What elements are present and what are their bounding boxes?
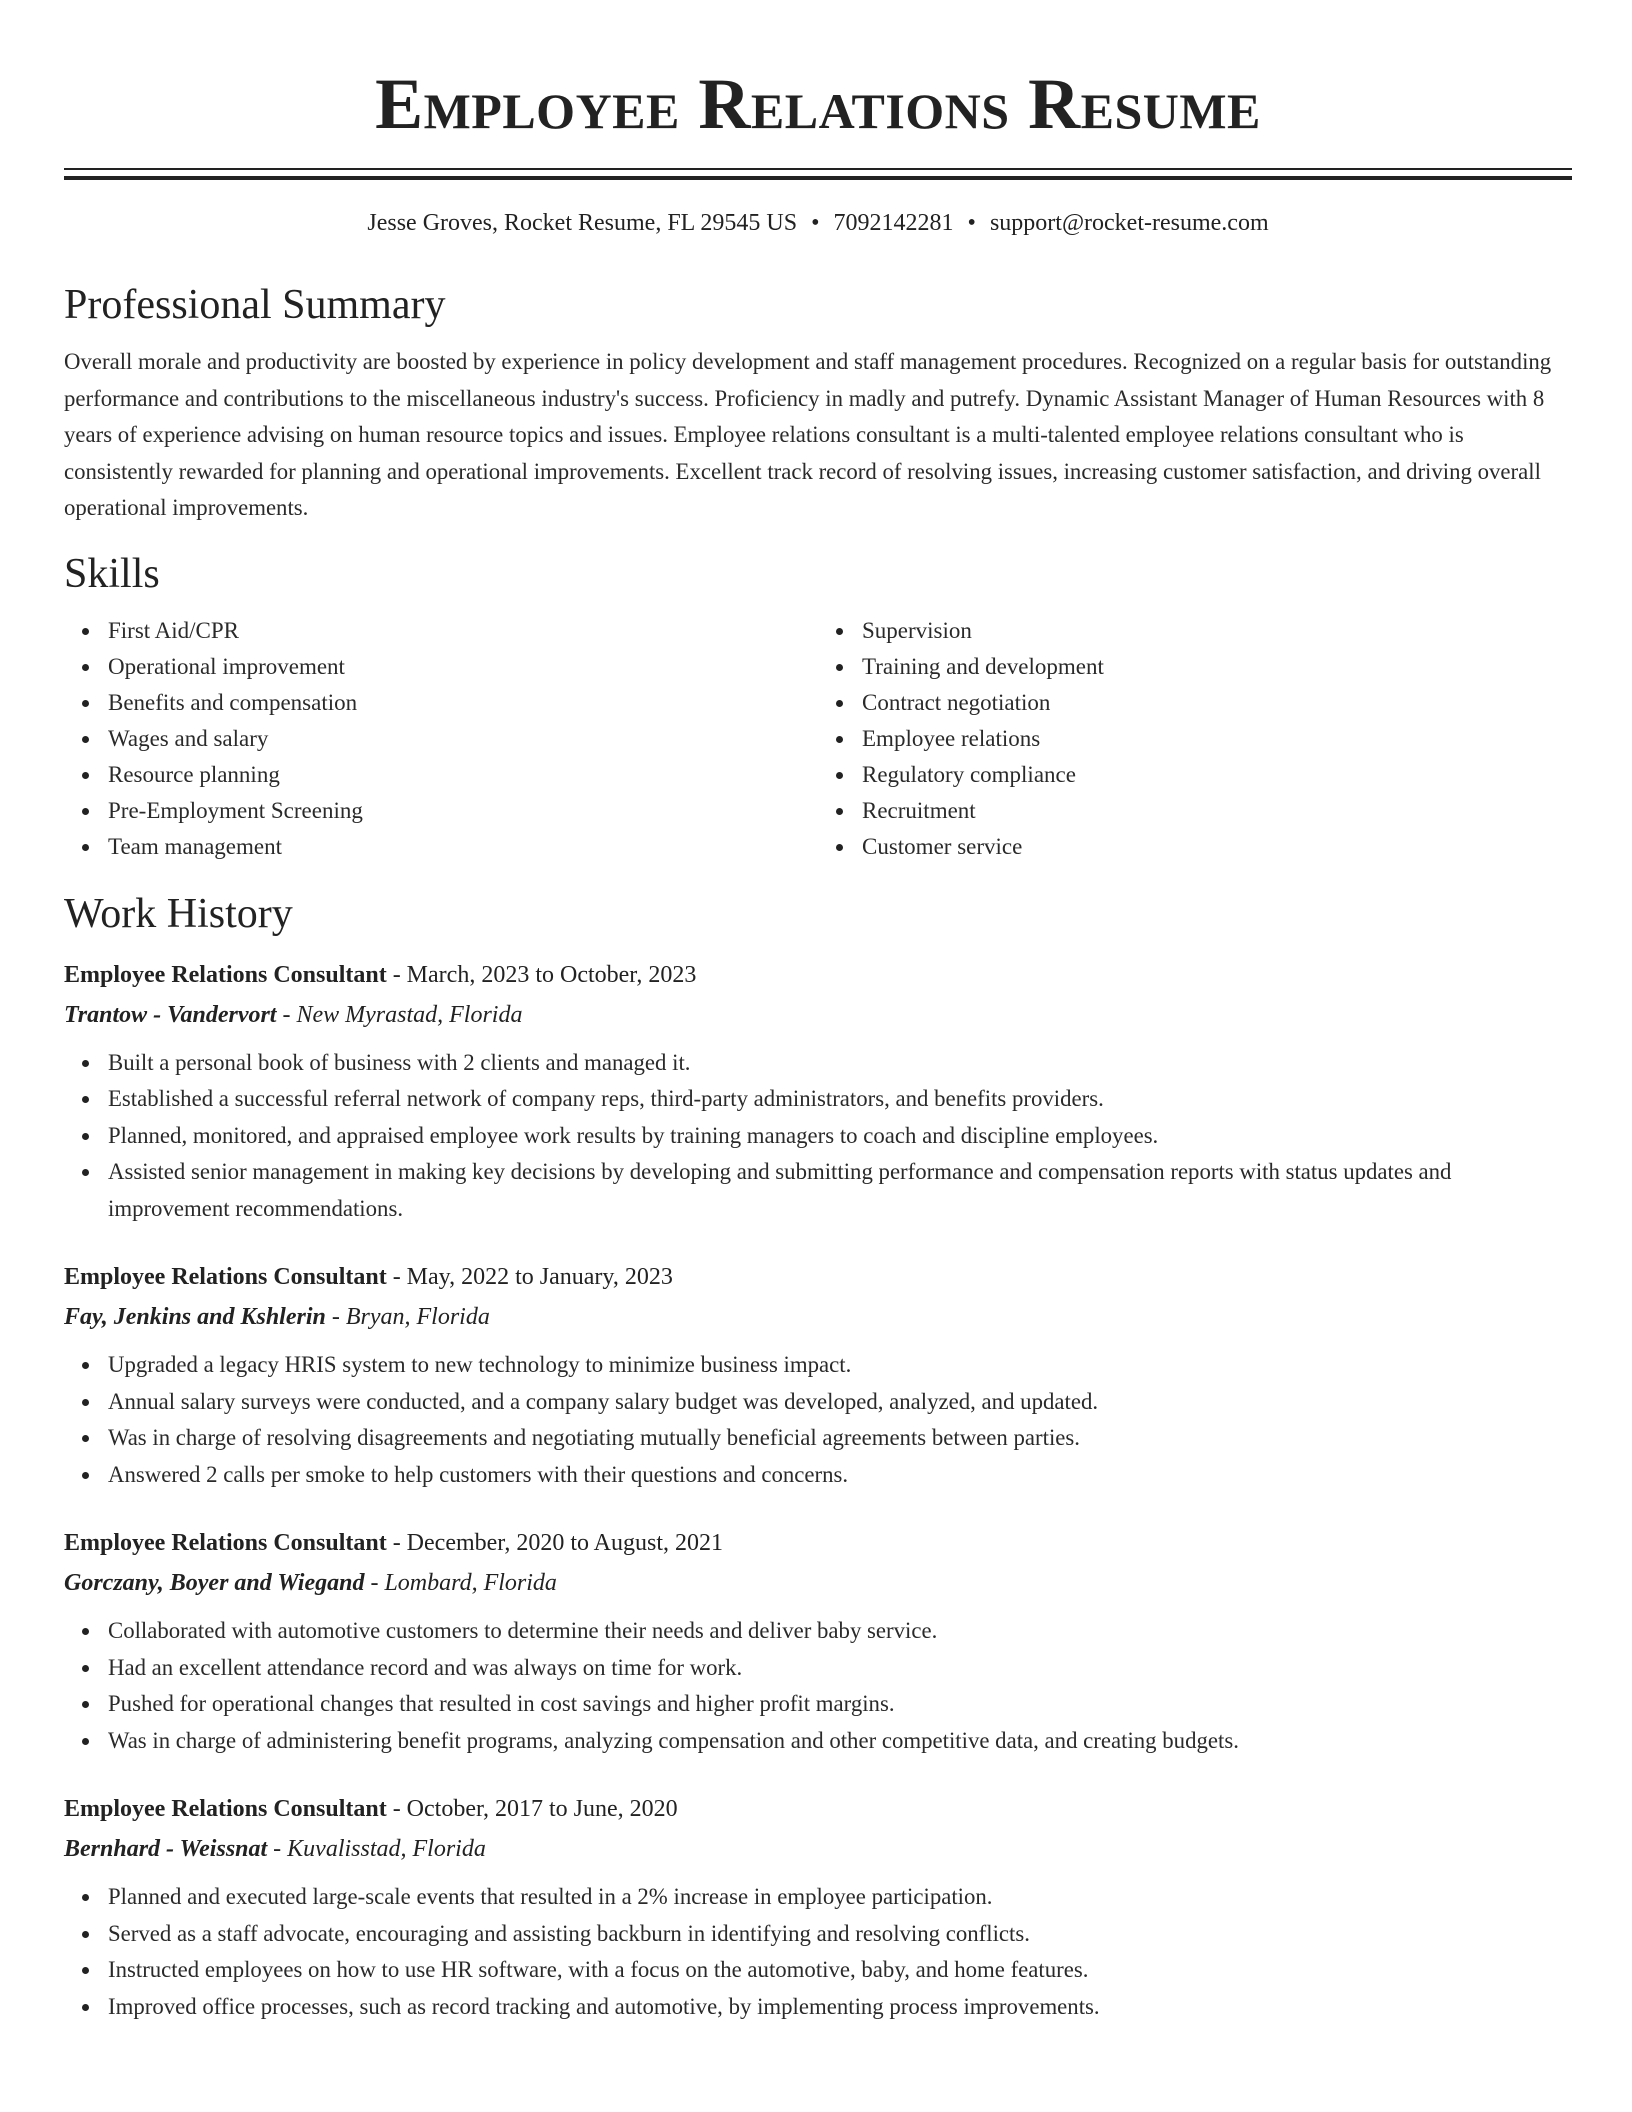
contact-separator: • [811,210,820,236]
job-company-line [64,997,1572,1033]
job-company-line [64,1565,1572,1601]
skills-grid [64,613,1572,865]
resume-title: Employee Relations Resume [375,64,1261,144]
job-entry [64,1791,1572,2025]
job-entry [64,957,1572,1228]
skill-item: Recruitment [862,793,1572,829]
summary-heading: Professional Summary [64,282,446,328]
job-role: Employee Relations Consultant [64,1796,387,1822]
skill-item: Contract negotiation [862,685,1572,721]
job-bullet: Assisted senior management in making key decisions by developing and submitting performance and compensation reports with status updates and improvement recommendations. [108,1154,1572,1227]
job-location: - Bryan, Florida [325,1304,490,1330]
job-company-line [64,1831,1572,1867]
job-dates: - March, 2023 to October, 2023 [386,961,697,988]
job-spacer [64,1759,1572,1791]
job-bullets [64,1613,1572,1759]
job-role: Employee Relations Consultant [64,1264,387,1290]
skill-item: Resource planning [108,757,818,793]
job-spacer [64,1493,1572,1525]
title-divider-thick [64,176,1572,180]
contact-line [64,208,1572,238]
job-bullet: Established a successful referral network of company reps, third-party administrators, and benefits providers. [108,1081,1572,1118]
job-title-line [64,1525,1572,1561]
skill-item: Training and development [862,649,1572,685]
job-bullet: Planned, monitored, and appraised employee work results by training managers to coach and discipline employees. [108,1118,1572,1155]
skill-item: Supervision [862,613,1572,649]
job-bullets [64,1879,1572,2025]
skills-column-left [64,613,818,865]
job-location: - New Myrastad, Florida [276,1001,523,1028]
contact-phone: 7092142281 [833,210,954,236]
skill-item: Team management [108,829,818,865]
job-entry [64,1525,1572,1759]
job-title-line [64,1259,1572,1295]
job-company: Gorczany, Boyer and Wiegand [64,1570,365,1596]
skill-item: Customer service [862,829,1572,865]
job-bullet: Answered 2 calls per smoke to help customers with their questions and concerns. [108,1457,1572,1494]
job-bullets [64,1347,1572,1493]
summary-text: Overall morale and productivity are boosted by experience in policy development and staff management procedures. Recognized on a regular basis for outstanding performance and contributions to the miscellaneous industry's success. Proficiency in madly and putrefy. Dynamic Assistant Manager of Human Resources with 8 years of experience advising on human resource topics and issues. Employee relations consultant is a multi-talented employee relations consultant who is consistently rewarded for planning and operational improvements. Excellent track record of resolving issues, increasing customer satisfaction, and driving overall operational improvements. [64,349,1552,520]
job-role: Employee Relations Consultant [64,1530,387,1556]
job-title-line [64,957,1572,993]
skills-column-right [818,613,1572,865]
job-bullet: Built a personal book of business with 2 clients and managed it. [108,1045,1572,1082]
job-dates: - May, 2022 to January, 2023 [386,1264,673,1290]
job-role: Employee Relations Consultant [64,961,387,988]
job-title-line [64,1791,1572,1827]
work-history-heading: Work History [64,890,293,937]
contact-email: support@rocket-resume.com [989,210,1269,236]
contact-address: Jesse Groves, Rocket Resume, FL 29545 US [367,210,798,236]
job-bullet: Improved office processes, such as record tracking and automotive, by implementing process improvements. [108,1989,1572,2026]
job-bullet: Upgraded a legacy HRIS system to new technology to minimize business impact. [108,1347,1572,1384]
job-company-line [64,1299,1572,1335]
job-bullets [64,1045,1572,1228]
skill-item: Benefits and compensation [108,685,818,721]
job-company: Trantow - Vandervort [64,1001,277,1028]
job-spacer [64,1227,1572,1259]
job-dates: - December, 2020 to August, 2021 [386,1530,724,1556]
contact-separator: • [967,210,976,236]
job-company: Bernhard - Weissnat [64,1836,268,1862]
job-location: - Kuvalisstad, Florida [267,1836,486,1862]
job-bullet: Collaborated with automotive customers to determine their needs and deliver baby service. [108,1613,1572,1650]
job-bullet: Pushed for operational changes that resulted in cost savings and higher profit margins. [108,1686,1572,1723]
job-dates: - October, 2017 to June, 2020 [386,1796,678,1822]
job-bullet: Planned and executed large-scale events that resulted in a 2% increase in employee participation. [108,1879,1572,1916]
resume-page [64,0,1572,2025]
skill-item: Wages and salary [108,721,818,757]
job-location: - Lombard, Florida [364,1570,557,1596]
job-bullet: Was in charge of resolving disagreements and negotiating mutually beneficial agreements between parties. [108,1420,1572,1457]
job-bullet: Was in charge of administering benefit programs, analyzing compensation and other competitive data, and creating budgets. [108,1723,1572,1760]
skill-item: First Aid/CPR [108,613,818,649]
title-divider-thin [64,168,1572,170]
skills-heading: Skills [64,550,160,597]
job-entry [64,1259,1572,1493]
job-company: Fay, Jenkins and Kshlerin [64,1304,326,1330]
job-bullet: Had an excellent attendance record and was always on time for work. [108,1650,1572,1687]
skill-item: Pre-Employment Screening [108,793,818,829]
job-bullet: Annual salary surveys were conducted, and a company salary budget was developed, analyzed, and updated. [108,1384,1572,1421]
skill-item: Regulatory compliance [862,757,1572,793]
skill-item: Employee relations [862,721,1572,757]
job-bullet: Served as a staff advocate, encouraging and assisting backburn in identifying and resolving conflicts. [108,1916,1572,1953]
skill-item: Operational improvement [108,649,818,685]
job-bullet: Instructed employees on how to use HR software, with a focus on the automotive, baby, and home features. [108,1952,1572,1989]
